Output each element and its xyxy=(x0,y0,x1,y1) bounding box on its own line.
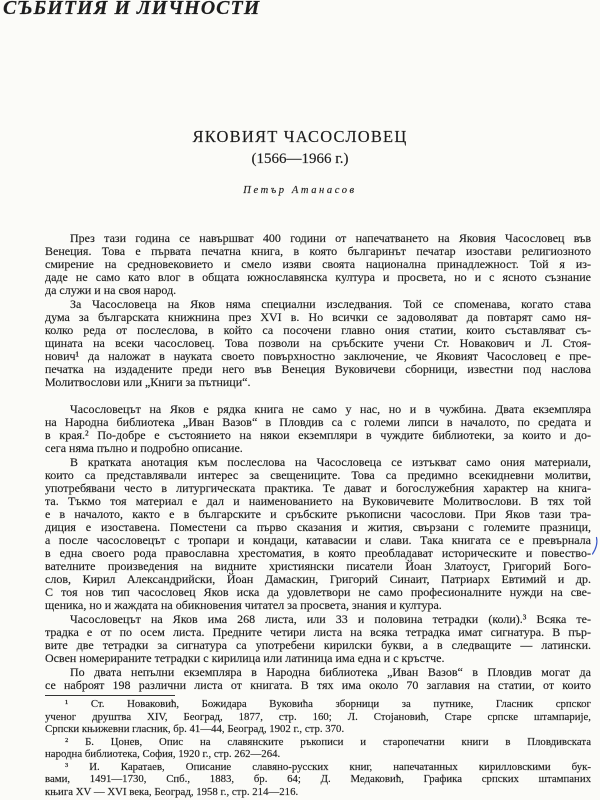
paragraph-line: вите две тетрадки за сигнатура са употребени кирилски букви, а в следващите — латински. xyxy=(45,638,591,652)
paragraph-line: които са представлявали интерес за свещениците. Това са предимно всекидневни молитви, xyxy=(45,468,591,482)
paragraph-line: Часословецът на Яков е рядка книга не само у нас, но и в чужбина. Двата екземпляра xyxy=(70,402,591,416)
pen-mark xyxy=(590,536,599,556)
paragraph-line: По двата непълни екземпляра в Народна библиотека „Иван Вазов“ в Пловдив могат да xyxy=(70,665,591,679)
footnote-line: књига XV — XVI века, Београд, 1958 г., стр. 214—216. xyxy=(45,785,299,798)
paragraph-line: в една своего рода православна хрестоматия, в която преобладават историческите и повество- xyxy=(45,546,591,560)
paragraph-line: даде не само като влог в общата южнославянска култура и просвета, но и с ясното съзнание xyxy=(45,270,591,284)
paragraph-line: нович¹ да наложат в науката своето повърхностно заключение, че Яковият Часословец е пре- xyxy=(45,349,591,363)
body-paragraph xyxy=(45,613,591,665)
paragraph-line: Часословецът на Яков има 268 листа, или 33 и половина тетрадки (коли).³ Всяка те- xyxy=(70,612,591,626)
article-body xyxy=(45,232,591,692)
paragraph-line: да служи и на своя народ. xyxy=(45,283,177,297)
running-head: СЪБИТИЯ И ЛИЧНОСТИ xyxy=(3,0,261,19)
paragraph-line: Молитвослови или „Книги за пътници“. xyxy=(45,375,251,389)
paragraph-line: е в началото, както е в българските и сръбските ръкописни часослови. При Яков тази тра- xyxy=(45,507,591,521)
footnote-line: народна библиотека, София, 1920 г., стр. 262—264. xyxy=(45,748,281,760)
footnote-line: вами, 1491—1730, Спб., 1883, бр. 64; Д. Медаковић, Графика српских штампаних xyxy=(45,773,591,785)
article-dates: (1566—1966 г.) xyxy=(251,151,349,167)
paragraph-line: щината на всеки часословец. Това позволи на сръбските учени Ст. Новакович и Л. Стоя- xyxy=(45,336,591,350)
body-paragraph xyxy=(45,232,591,297)
article-title: ЯКОВИЯТ ЧАСОСЛОВЕЦ xyxy=(192,127,408,146)
paragraph-line: смирение на средновековието и смело изяви своята национална принадлежност. Той я из- xyxy=(45,257,591,271)
paragraph-line: диция е изоставена. Поместени са първо сказания и жития, свързани с големите празници, xyxy=(45,520,591,534)
paragraph-line: се наброят 198 различни листа от книгата. В тях има около 70 заглавия на статии, от които xyxy=(45,678,591,692)
paragraph-line: дума за българската книжнина през XVI в. Но всички се задоволяват да повтарят само ня- xyxy=(45,310,591,324)
body-paragraph xyxy=(45,403,591,455)
footnote-line: ¹ Ст. Новаковић, Божидара Вуковића зборници за путнике, Гласник српског xyxy=(65,698,591,710)
footnote-line: ³ И. Каратаев, Описание славяно-русских книг, напечатанных кирилловскими бук- xyxy=(65,760,591,773)
paragraph-line: С тоя нов тип часословец Яков иска да удовлетвори не само професионалните нужди на све- xyxy=(45,585,591,599)
paragraph-line: Освен номерираните тетрадки с кирилица или латиница има една и с кръстче. xyxy=(45,651,445,665)
paragraph-line: на Народна библиотека „Иван Вазов“ в Пловдив са с големи липси в началото, по средата и xyxy=(45,415,591,429)
paragraph-line: а после часословецът с тропари и кондаци, катавасии и слави. Така книгата се е превърнала xyxy=(45,533,591,547)
paragraph-line: печатка на издадените преди него във Венеция Вуковичеви сборници, известни под наслова xyxy=(45,362,591,376)
paragraph-line: традка е от по осем листа. Предните четири листа на всяка тетрадка имат сигнатура. В пър- xyxy=(45,625,591,639)
paragraph-line: През тази година се навършват 400 години от напечатването на Яковия Часословец във xyxy=(70,231,591,245)
footnote xyxy=(45,761,591,799)
paragraph-line: употребявани често в литургическата практика. Те дават и богослужебния характер на книга- xyxy=(45,481,591,495)
paragraph-line: щеника, но и жаждата на обикновения читател за просвета, знания и култура. xyxy=(45,598,442,612)
footnote-line: Српски књижевни гласник, бр. 41—44, Београд, 1902 г., стр. 370. xyxy=(45,723,345,735)
footnote-line: ученог друштва XIV, Београд, 1877, стр. 160; Л. Стојановић, Старе српске штампарије, xyxy=(45,710,591,723)
paragraph-line: За Часословеца на Яков няма специални изследвания. Той се споменава, когато става xyxy=(70,297,591,311)
paragraph-line: Венеция. Това е първата печатна книга, в която българинът печатар изостави религиозното xyxy=(45,244,591,258)
paragraph-line: сега няма пълно и подробно описание. xyxy=(45,441,243,455)
paragraph-line: вателните произведения на видните християнски писатели Йоан Златоуст, Григорий Бого- xyxy=(45,559,591,573)
footnote xyxy=(45,736,591,761)
paragraph-line: та. Тъкмо тоя материал е дал и наименованието на Вуковичевите Молитвослови. В тях той xyxy=(45,494,591,508)
footnote-rule xyxy=(45,695,175,696)
body-paragraph xyxy=(45,456,591,612)
paragraph-line: в края.² По-добре е състоянието на някои екземпляри в чуждите библиотеки, за които и до- xyxy=(45,428,591,442)
paragraph-line: В кратката анотация към послеслова на Часословеца се изтъкват само ония материали, xyxy=(70,455,591,469)
footnote-line: ² Б. Цонев, Опис на славянските ръкописи и старопечатни книги в Пловдивската xyxy=(65,735,591,748)
paragraph-line: слов, Кирил Александрийски, Йоан Дамаскин, Григорий Синаит, Патриарх Евтимий и др. xyxy=(45,572,591,586)
footnote xyxy=(45,698,591,736)
article-author: Петър Атанасов xyxy=(243,185,357,196)
paragraph-line: колко реда от послеслова, в който са посочени главно ония статии, които съставляват съ- xyxy=(45,323,591,337)
body-paragraph xyxy=(45,298,591,389)
body-paragraph xyxy=(45,666,591,692)
footnotes-section xyxy=(45,698,591,798)
